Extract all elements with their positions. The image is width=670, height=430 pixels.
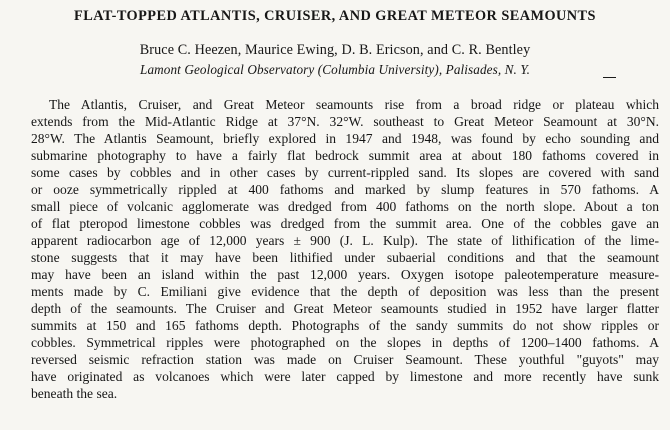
body-line: beneath the sea. [31,386,118,401]
body-line: 28°W. The Atlantis Seamount, briefly explored in 1947 and 1948, was found by echo sounding and [31,131,659,146]
paper-title: FLAT-TOPPED ATLANTIS, CRUISER, AND GREAT METEOR SEAMOUNTS [74,8,596,24]
body-line: may have been an island within the past 12,000 years. Oxygen isotope paleotemperature measure- [31,267,659,282]
body-line: have originated as volcanoes which were later capped by limestone and more recently have sunk [31,369,659,384]
body-line: submarine photography to have a fairly flat bedrock summit area at about 180 fathoms covered in [31,148,659,163]
body-line: depth of the seamounts. The Cruiser and Great Meteor seamounts studied in 1952 have larger flatter [31,301,659,316]
body-line: summits at 150 and 165 fathoms depth. Photographs of the sandy summits do not show ripples or [31,318,659,333]
header-rule [603,77,616,78]
body-line: The Atlantis, Cruiser, and Great Meteor seamounts rise from a broad ridge or plateau which [49,97,659,112]
body-line: of flat pteropod limestone cobbles was dredged from the summit area. One of the cobbles gave an [31,216,659,231]
author-list: Bruce C. Heezen, Maurice Ewing, D. B. Ericson, and C. R. Bentley [139,42,531,58]
body-line: or ooze symmetrically rippled at 400 fathoms and marked by slump features in 570 fathoms. A [31,182,659,197]
body-line: extends from the Mid-Atlantic Ridge at 37°N. 32°W. southeast to Great Meteor Seamount at 30°N. [31,114,659,129]
body-line: ments made by C. Emiliani give evidence that the depth of deposition was less than the present [31,284,659,299]
body-line: stone suggests that it may have been lithified under subaerial conditions and that the seamount [31,250,659,265]
body-line: apparent radiocarbon age of 12,000 years ± 900 (J. L. Kulp). The state of lithification of the lime- [31,233,659,248]
body-line: small piece of volcanic agglomerate was dredged from 400 fathoms on the north slope. About a ton [31,199,659,214]
body-line: cobbles. Symmetrical ripples were photographed on the slopes in depths of 1200–1400 fathoms. A [31,335,659,350]
body-line: reversed seismic refraction station was made on Cruiser Seamount. These youthful "guyots" may [31,352,659,367]
affiliation: Lamont Geological Observatory (Columbia University), Palisades, N. Y. [140,62,530,77]
body-line: some cases by cobbles and in other cases by current-rippled sand. Its slopes are covered with sand [31,165,659,180]
